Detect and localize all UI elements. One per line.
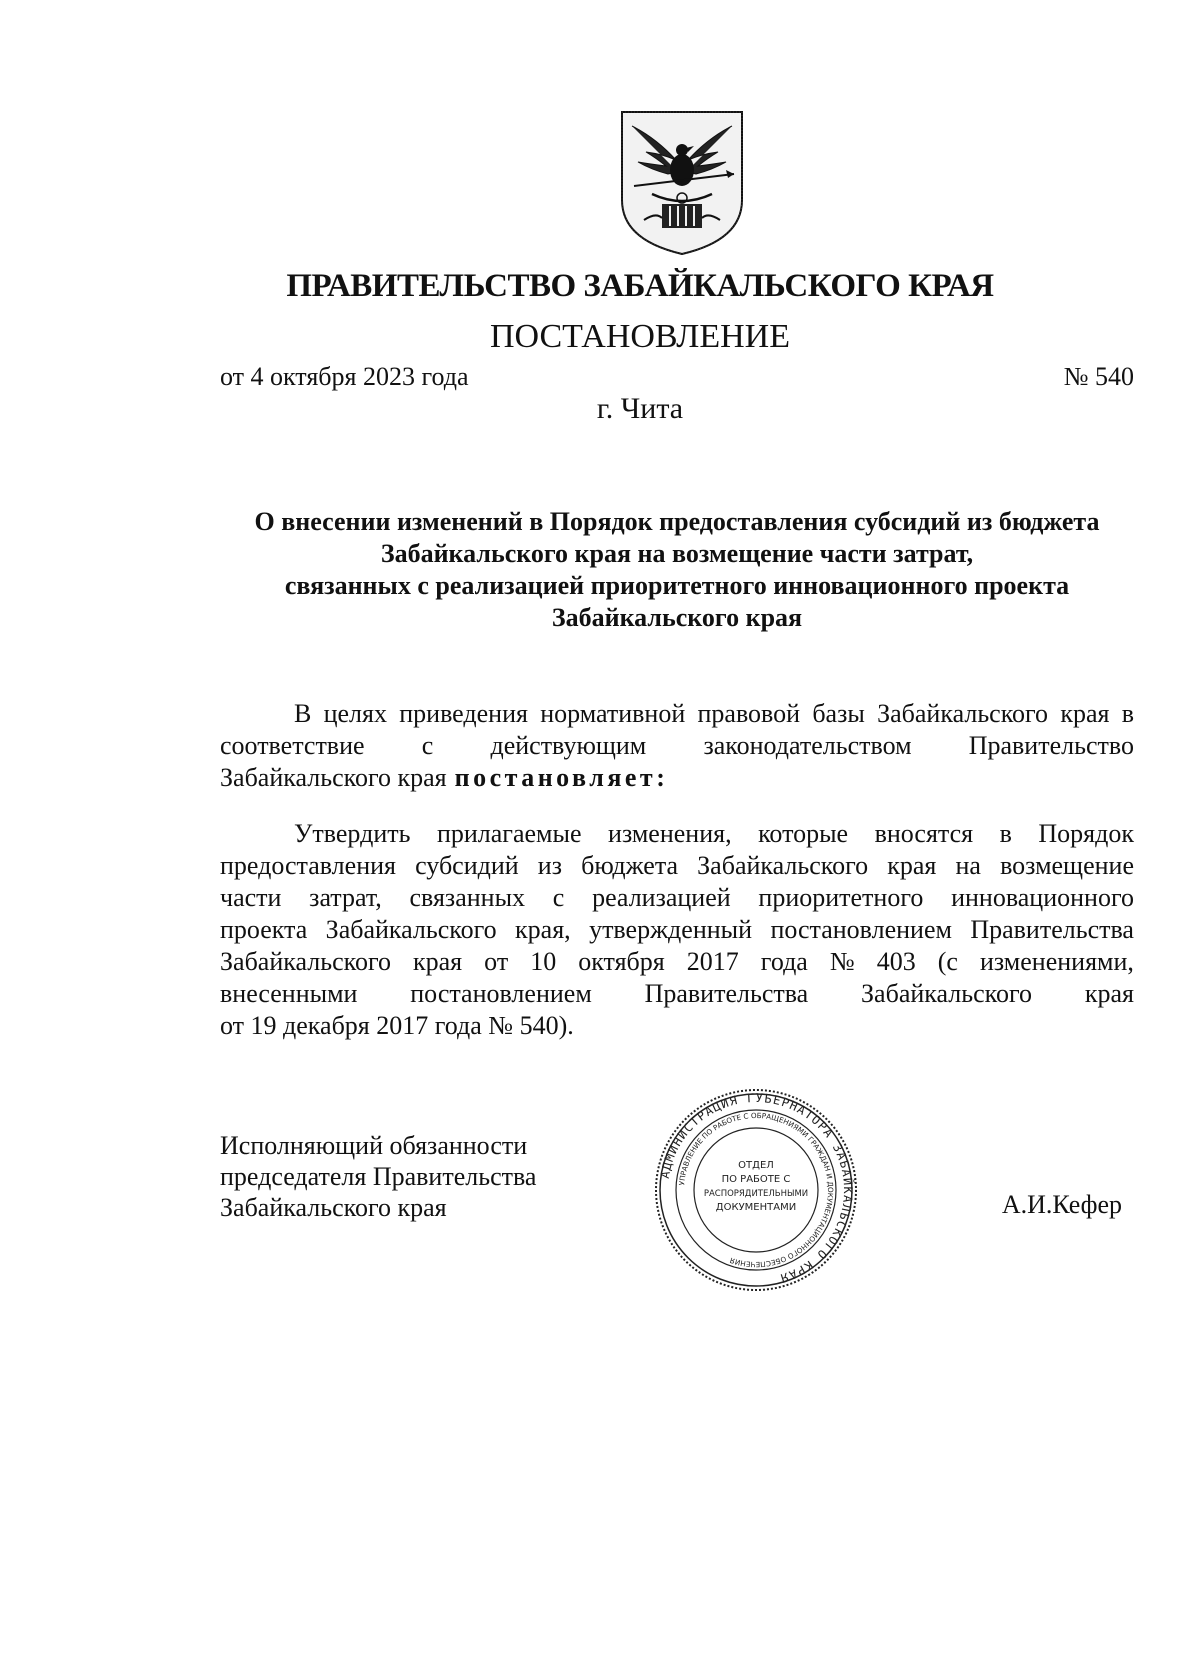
paragraph-word: изменениями, (979, 947, 1134, 976)
signatory-line: Забайкальского края (220, 1193, 447, 1222)
paragraph-word: года (760, 947, 808, 976)
paragraph-word: Правительство (968, 731, 1134, 760)
resolution-paragraph (220, 818, 1134, 1042)
paragraph-word: Порядок (1038, 819, 1134, 848)
paragraph-word: инновационного (951, 883, 1134, 912)
paragraph-word: бюджета (581, 851, 679, 880)
paragraph-line (220, 978, 1134, 1010)
signer-name: А.И.Кефер (1001, 1190, 1122, 1219)
paragraph-word: Правительства (970, 915, 1134, 944)
subject-line: связанных с реализацией приоритетного инновационного проекта (284, 571, 1070, 600)
preamble-paragraph (220, 698, 1134, 794)
paragraph-word: края (1084, 979, 1134, 1008)
paragraph-word: проекта (220, 915, 308, 944)
paragraph-word: соответствие (220, 731, 365, 760)
paragraph-word: 2017 (686, 947, 739, 976)
paragraph-word: (с (937, 947, 958, 976)
document-city: г. Чита (596, 392, 684, 425)
paragraph-line (220, 762, 1134, 794)
paragraph-word: вносятся (874, 819, 974, 848)
regional-coat-of-arms-icon (616, 108, 748, 258)
paragraph-word: с (552, 883, 565, 912)
paragraph-word: изменения, (608, 819, 732, 848)
paragraph-word: Забайкальского (697, 851, 869, 880)
stamp-inner-ring-text: УПРАВЛЕНИЕ ПО РАБОТЕ С ОБРАЩЕНИЯМИ ГРАЖДАН И ДОКУМЕНТАЦИОННОГО ОБЕСПЕЧЕНИЯ (677, 1110, 836, 1270)
signatory-line: Исполняющий обязанности (220, 1131, 528, 1160)
paragraph-word: приведения (399, 699, 528, 728)
paragraph-word: на (955, 851, 981, 880)
paragraph-word: правовой (697, 699, 801, 728)
paragraph-word: в (1121, 699, 1134, 728)
paragraph-word: внесенными (220, 979, 358, 1008)
paragraph-word: постановлением (770, 915, 952, 944)
paragraph-word: Забайкальского (220, 947, 391, 976)
stamp-center-line: ОТДЕЛ (738, 1160, 774, 1171)
paragraph-word: действующим (490, 731, 647, 760)
signatory-line: председателя Правительства (220, 1162, 537, 1191)
paragraph-word: прилагаемые (436, 819, 582, 848)
paragraph-line (220, 698, 1134, 730)
paragraph-word: субсидий (415, 851, 519, 880)
subject-line: О внесении изменений в Порядок предоставления субсидий из бюджета (254, 507, 1100, 536)
document-date: от 4 октября 2023 года (220, 362, 469, 391)
signatory-title (220, 1130, 536, 1223)
paragraph-word: целях (323, 699, 387, 728)
official-stamp (652, 1086, 860, 1294)
document-number: № 540 (1063, 362, 1134, 391)
paragraph-word: Забайкальского (861, 979, 1032, 1008)
stamp-outer-text: АДМИНИСТРАЦИЯ ГУБЕРНАТОРА ЗАБАЙКАЛЬСКОГО КРАЯ (657, 1090, 856, 1286)
stamp-center-line: ПО РАБОТЕ С (721, 1174, 791, 1185)
paragraph-word: предоставления (220, 851, 396, 880)
document-type: ПОСТАНОВЛЕНИЕ (489, 318, 791, 355)
paragraph-word: связанных (409, 883, 526, 912)
paragraph-word: нормативной (540, 699, 686, 728)
stamp-center-line: РАСПОРЯДИТЕЛЬНЫМИ (703, 1189, 809, 1199)
paragraph-word: в (999, 819, 1012, 848)
paragraph-text: от 19 декабря 2017 года № 540). (220, 1011, 574, 1040)
paragraph-word: от (484, 947, 509, 976)
paragraph-word: Забайкальского (877, 699, 1049, 728)
paragraph-word: края (413, 947, 463, 976)
paragraph-text: Забайкальского края (220, 763, 447, 792)
paragraph-line (220, 818, 1134, 850)
paragraph-word: Забайкальского (325, 915, 497, 944)
paragraph-word: № (829, 947, 855, 976)
paragraph-word: реализацией (592, 883, 731, 912)
paragraph-word: приоритетного (758, 883, 924, 912)
paragraph-word: края (887, 851, 937, 880)
paragraph-word: 403 (876, 947, 916, 976)
paragraph-line (220, 850, 1134, 882)
resolves-keyword: постановляет: (454, 763, 669, 792)
stamp-center-line: ДОКУМЕНТАМИ (715, 1202, 797, 1213)
paragraph-word: Утвердить (294, 819, 411, 848)
paragraph-word: с (421, 731, 434, 760)
paragraph-word: которые (758, 819, 849, 848)
paragraph-word: октября (578, 947, 665, 976)
paragraph-word: затрат, (309, 883, 382, 912)
paragraph-word: базы (812, 699, 865, 728)
paragraph-word: из (537, 851, 562, 880)
paragraph-line (220, 946, 1134, 978)
paragraph-word: части (220, 883, 282, 912)
paragraph-word: края (1060, 699, 1110, 728)
document-subject (220, 506, 1134, 634)
organization-title: ПРАВИТЕЛЬСТВО ЗАБАЙКАЛЬСКОГО КРАЯ (286, 268, 994, 304)
paragraph-line (220, 882, 1134, 914)
paragraph-word: Правительства (644, 979, 809, 1008)
paragraph-word: 10 (530, 947, 557, 976)
paragraph-word: законодательством (703, 731, 912, 760)
paragraph-word: утвержденный (589, 915, 753, 944)
paragraph-word: В (294, 699, 312, 728)
subject-line: Забайкальского края на возмещение части затрат, (380, 539, 974, 568)
paragraph-word: края, (515, 915, 571, 944)
paragraph-word: возмещение (1000, 851, 1134, 880)
paragraph-line (220, 914, 1134, 946)
paragraph-word: постановлением (410, 979, 592, 1008)
subject-line: Забайкальского края (551, 603, 803, 632)
paragraph-line (220, 1010, 1134, 1042)
paragraph-line (220, 730, 1134, 762)
